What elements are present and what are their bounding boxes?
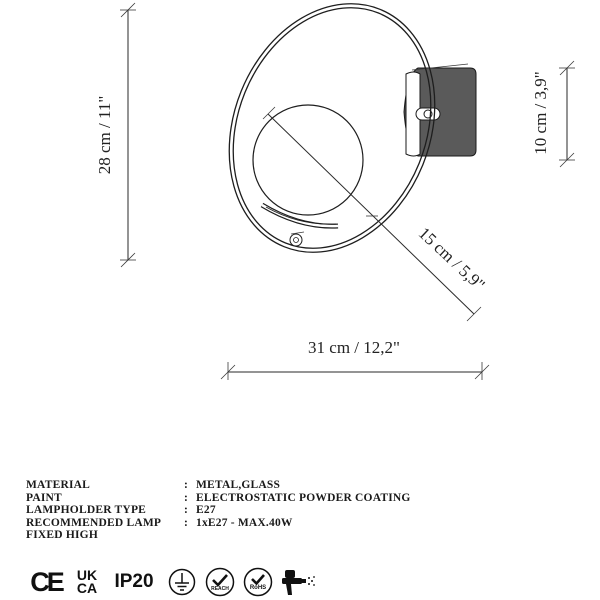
ground-symbol-icon	[166, 566, 198, 598]
reach-badge-text: REACH	[211, 586, 229, 592]
ukca-top-text: UK	[76, 567, 98, 583]
ce-mark-text: CE	[30, 566, 62, 597]
spec-separator: :	[184, 504, 189, 517]
spec-label: LAMPHOLDER TYPE	[26, 504, 147, 517]
depth-label: 10 cm / 3,9"	[531, 71, 550, 155]
reach-badge-icon	[204, 566, 236, 598]
spec-row-material	[26, 479, 546, 492]
spec-value: 1xE27 - MAX.40W	[196, 516, 293, 529]
ukca-mark-icon	[74, 566, 100, 598]
spec-label: PAINT	[26, 491, 62, 504]
spec-separator: :	[184, 491, 189, 504]
spec-value: ELECTROSTATIC POWDER COATING	[196, 491, 411, 504]
width-dimension	[221, 338, 489, 380]
height-dimension	[95, 3, 136, 267]
globe-label: 15 cm / 5,9"	[414, 223, 489, 295]
height-label: 28 cm / 11"	[95, 95, 114, 175]
certification-marks	[26, 566, 346, 600]
spec-row-recommended-lamp	[26, 517, 546, 530]
rohs-badge-text: RoHS	[249, 585, 267, 591]
spec-value: E27	[196, 504, 216, 517]
ip-rating-text: IP20	[114, 571, 154, 592]
spec-label: RECOMMENDED LAMP	[26, 516, 162, 529]
spec-separator: :	[184, 516, 189, 529]
depth-dimension	[531, 61, 575, 167]
ukca-bottom-text: CA	[76, 580, 98, 596]
spec-row-lampholder	[26, 504, 546, 517]
width-label: 31 cm / 12,2"	[308, 338, 400, 357]
spec-value: METAL,GLASS	[196, 479, 281, 491]
glass-globe	[253, 105, 363, 215]
specifications-table	[26, 479, 546, 542]
spec-label: FIXED HIGH	[26, 529, 98, 542]
spec-label: MATERIAL	[26, 479, 91, 491]
ce-mark-icon	[26, 566, 66, 598]
rohs-badge-icon	[242, 566, 274, 598]
wall-plate	[404, 64, 476, 156]
spec-row-fixed-high	[26, 529, 546, 542]
spec-separator: :	[184, 479, 189, 491]
spec-row-paint	[26, 492, 546, 505]
ip-rating-label	[106, 566, 162, 598]
spray-gun-icon	[278, 566, 318, 598]
